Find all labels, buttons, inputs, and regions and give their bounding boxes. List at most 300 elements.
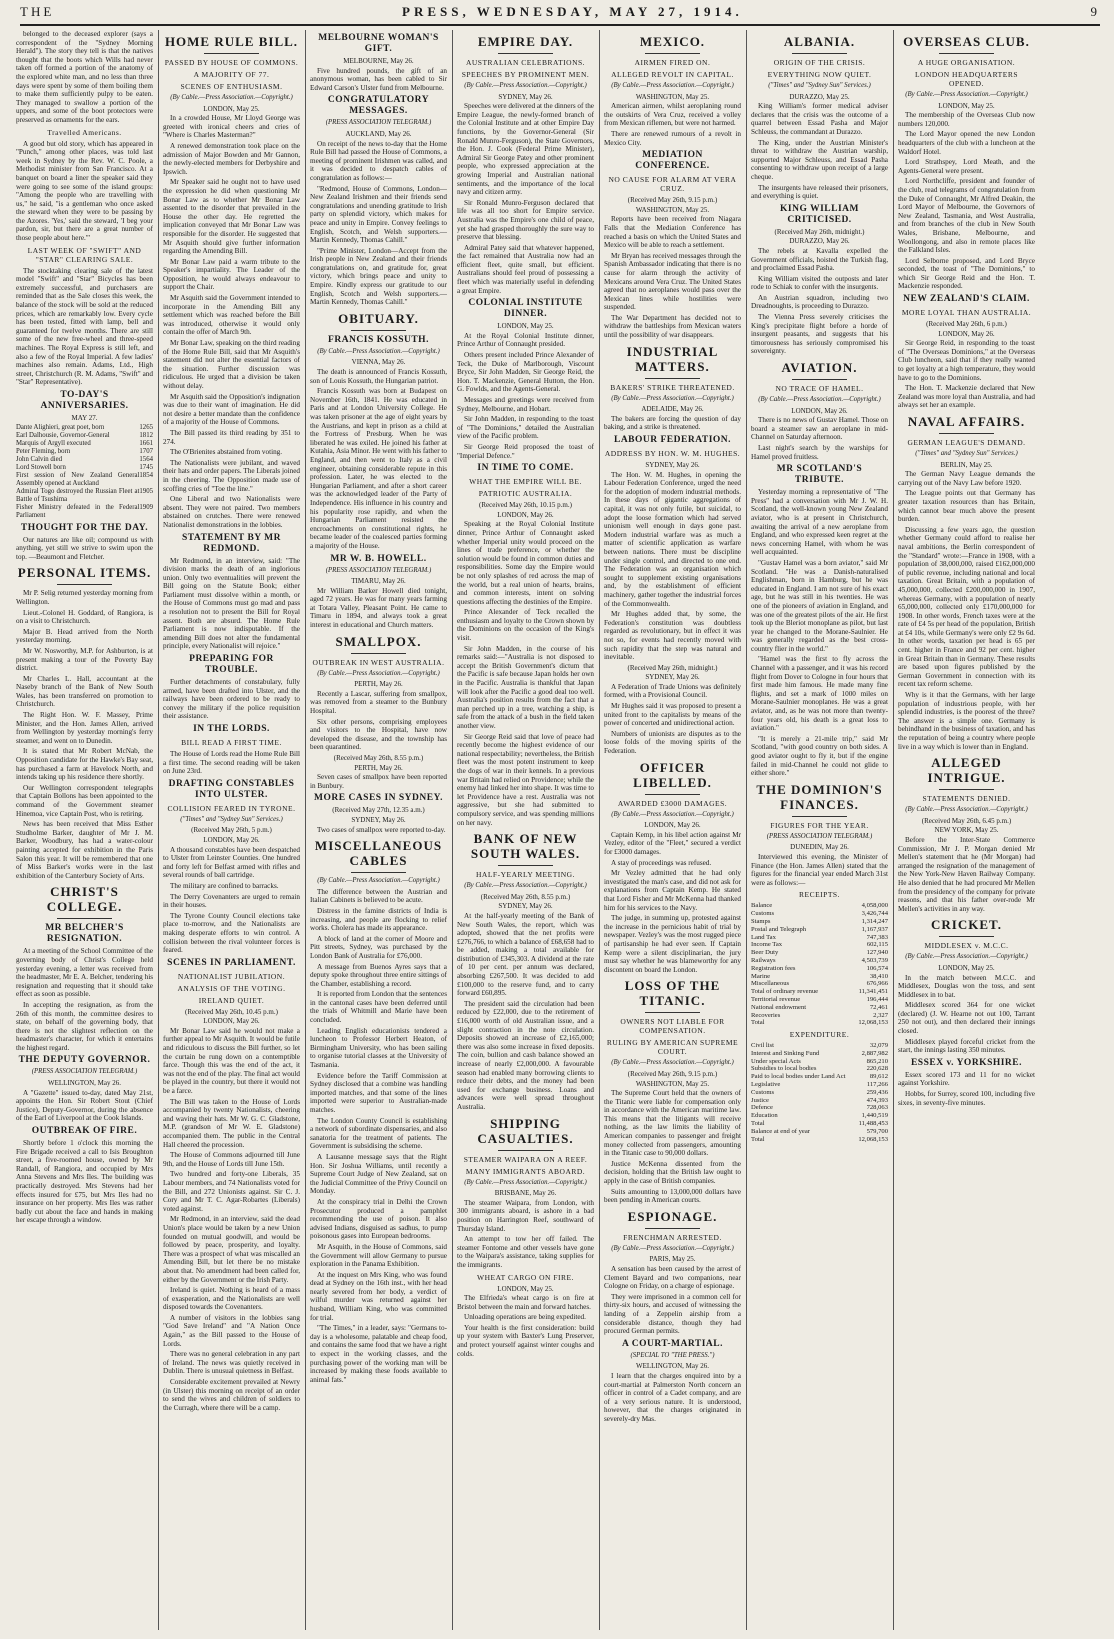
dateline: (PRESS ASSOCIATION TELEGRAM.) (766, 832, 873, 840)
article-paragraph: At the inquest on Mrs King, who was found dead at Sydney on the 16th inst., with her head nearly severed from her body, a verdict of wilful murder was returned against her husband, William King, who was committed for trial. (310, 1270, 447, 1322)
article-paragraph: Suits amounting to 13,000,000 dollars have been pending in American courts. (604, 1187, 741, 1205)
column-6 (751, 30, 888, 1630)
subheading: A MAJORITY OF 77. (193, 70, 270, 79)
article-paragraph: Middlesex played forceful cricket from the start, the innings lasting 350 minutes. (898, 1037, 1035, 1055)
date-line: WELLINGTON, May 26. (48, 1079, 121, 1088)
date-line: NEW YORK, May 25. (934, 826, 999, 835)
article-paragraph: Mr P. Selig returned yesterday morning from Wellington. (16, 589, 153, 606)
article-paragraph: Captain Kemp, in his libel action against Mr Vezley, editor of the "Fleet," secured a verdict for £3000 damages. (604, 830, 741, 856)
article-paragraph: The Vienna Press severely criticises the King's precipitate flight before a horde of insurgent peasants, and suggests that his timorousness has seriously compromised his sovereignty. (751, 313, 888, 356)
subheading: HALF-YEARLY MEETING. (476, 870, 575, 880)
row-value: 1564 (139, 455, 153, 463)
article-paragraph: The League points out that Germany has greater taxation resources than has Britain, which cannot bear much above the present burden. (898, 489, 1035, 524)
list-item (16, 448, 153, 456)
date-line: (Received May 26th, 5 p.m.) (191, 826, 272, 835)
subheadline: MORE CASES IN SYDNEY. (314, 793, 443, 804)
headline-rule (645, 1012, 700, 1013)
article-paragraph: The King, under the Austrian Minister's threat to withdraw the Austrian warship, supported Major Schleuss, and Essad Pasha consenting to withdraw upon receipt of a large cheque. (751, 138, 888, 181)
article-paragraph: Sir John Madden, in responding to the toast of "The Dominions," detailed the Australian view of the Pacific problem. (457, 415, 594, 441)
dateline: ("Times" and "Sydney Sun" Services.) (768, 82, 871, 89)
row-value: 728,063 (866, 1104, 888, 1112)
row-label: John Calvin died (16, 455, 63, 463)
date-line: WASHINGTON, May 25. (635, 1079, 710, 1088)
row-value: 127,940 (866, 949, 888, 957)
subheadline: COLONIAL INSTITUTE DINNER. (468, 298, 583, 320)
row-label: Territorial revenue (751, 995, 801, 1003)
row-value: 1745 (139, 463, 153, 471)
headline-rule (792, 379, 847, 380)
subheadline: DRAFTING CONSTABLES INTO ULSTER. (168, 778, 295, 800)
headline-rule (792, 53, 847, 54)
subheading: COLLISION FEARED IN TYRONE. (167, 803, 296, 813)
table-row (751, 1120, 888, 1128)
dateline: (PRESS ASSOCIATION TELEGRAM.) (325, 566, 432, 574)
article-paragraph: The bakers are forcing the question of day baking, and a strike is threatened. (604, 414, 741, 432)
article-paragraph: Before the Inter-State Commerce Commission, Mr J. P. Morgan denied Mr Mellen's statement that he (Mr Morgan) had arranged the resignation of the management of the New York-New Haven Railway Company. He also denied that he had procured Mr Mellen from the presidency of the company for private reasons, and that his father over-rode Mr Mellen's activities in any way. (898, 835, 1035, 913)
headline: BANK OF NEW SOUTH WALES. (470, 831, 581, 862)
article-paragraph: King William visited the outposts and later rode to Schiak to confer with the insurgents. (751, 274, 888, 292)
row-value: 2,327 (873, 1011, 888, 1019)
subheadline: MELBOURNE WOMAN'S GIFT. (318, 33, 439, 54)
article-paragraph: The Nationalists were jubilant, and waved their hats and order papers. The Liberals joined in the cheering. The Opposition made use of scoffing cries of "Toe the line." (163, 458, 300, 493)
row-value: 11,341,451 (858, 988, 888, 996)
article-paragraph: Mr Bryan has received messages through the Spanish Ambassador indicating that there is no cause for alarm through the activity of Mexicans around Vera Cruz. The United States agreed that no aeroplanes would pass over the Mexican lines while hostilities were suspended. (604, 251, 741, 312)
headline-rule (939, 433, 994, 434)
subheadline: NEW ZEALAND'S CLAIM. (903, 294, 1030, 305)
date-line: LONDON, May 26. (203, 1017, 260, 1026)
article-paragraph: It is reported from London that the sentences in the cantonal cases have been deferred until the trials of Whitmill and Marie have been concluded. (310, 990, 447, 1025)
article-paragraph: A message from Buenos Ayres says that a deputy spoke throughout three entire sittings of the Chamber, establishing a record. (310, 962, 447, 988)
article-paragraph: Reports have been received from Niagara Falls that the Mediation Conference has reached a basis on which the United States and Mexico will be able to reach a settlement. (604, 215, 741, 250)
subheadline: MEDIATION CONFERENCE. (635, 150, 710, 172)
headline-rule (645, 378, 700, 379)
subheadline: KING WILLIAM CRITICISED. (780, 203, 859, 225)
date-line: LONDON, May 25. (497, 1284, 554, 1293)
article-paragraph: There was no general celebration in any part of Ireland. The news was quietly received in Dublin. There is unusual quietness in Belfast. (163, 1350, 300, 1376)
date-line: LONDON, May 26. (644, 821, 701, 830)
headline: PERSONAL ITEMS. (17, 565, 152, 581)
row-label: First session of New Zealand General Assembly opened at Auckland (16, 471, 140, 487)
row-label: National endowment (751, 1003, 807, 1011)
date-line: BRISBANE, May 26. (494, 1189, 557, 1198)
article-paragraph: I learn that the charges enquired into by a court-martial at Palmerston North concern an officer in control of a Cadet company, and are of a very serious nature. It is understood, however, that the charges originated in severely-dry Mas. (604, 1371, 741, 1423)
subheading: IRELAND QUIET. (198, 995, 265, 1005)
row-label: Customs (751, 1088, 775, 1096)
dateline: (By Cable.—Press Association.—Copyright.) (317, 347, 440, 355)
headline: ALBANIA. (783, 34, 856, 49)
date-line: DURAZZO, May 25. (789, 92, 850, 101)
article-paragraph: Why is it that the Germans, with her large population of industrious people, with her splendid industries, is the poorest of the three? The answer is a simple one. Germany is behindhand in the business of taxation, and has the reputation of being a country where people live in a way which is lower than in England. (898, 691, 1035, 751)
date-line: (Received May 26th, 6 p.m.) (926, 320, 1007, 329)
subheading: RULING BY AMERICAN SUPREME COURT. (606, 1038, 739, 1057)
headline-rule (792, 816, 847, 817)
subheadline: MR BELCHER'S RESIGNATION. (45, 923, 124, 945)
article-paragraph: Mr Bonar Law paid a warm tribute to the Speaker's impartiality. The Leader of the Opposition, he would always endeavour to support the Chair. (163, 257, 300, 292)
row-value: 4,503,739 (861, 956, 888, 964)
article-paragraph: The Supreme Court held that the owners of the Titanic were liable for compensation only in accordance with the American maritime law. This means that the litigants will receive nothing, as the law limits the liability of American companies to passenger and freight money collected from passengers, amounting in the Titanic case to 90,000 dollars. (604, 1089, 741, 1158)
table-row (751, 996, 888, 1004)
article-paragraph: The Hon. T. Mackenzie declared that New Zealand was more loyal than Australia, and had always set her an example. (898, 384, 1035, 410)
row-value: 1265 (139, 423, 153, 431)
headline: AVIATION. (781, 360, 858, 376)
headline-rule (204, 53, 259, 54)
date-line: VIENNA, May 26. (351, 358, 406, 367)
column-rule (893, 30, 894, 1630)
headline-rule (498, 1150, 553, 1151)
subheading: LONDON HEADQUARTERS OPENED. (914, 70, 1018, 88)
row-value: 1661 (139, 439, 153, 447)
article-paragraph: Mr William Barker Howell died tonight, aged 72 years. He was for many years farming at Totara Valley, Pleasant Point. He came to Timaru in 1894, and always took a great interest in educational and Church matters. (310, 586, 447, 630)
row-value: 72,461 (869, 1003, 888, 1011)
article-paragraph: Two hundred and forty-one Liberals, 35 Labour members, and 74 Nationalists voted for the Bill, and 272 Unionists against. Sir C. J. Cory and Mr T. C. Agar-Robartes (Liberals) voted against. (163, 1170, 300, 1213)
row-label: Marquis of Argyll executed (16, 439, 91, 447)
table-row (751, 926, 888, 934)
article-paragraph: Hobbs, for Surrey, scored 100, including five sixes, in seventy-five minutes. (898, 1090, 1035, 1107)
dateline: (By Cable.—Press Association.—Copyright.) (611, 1244, 734, 1252)
article-paragraph: The stocktaking clearing sale of the latest model "Swift" and "Star" Bicycles has been extremely successful, and purchasers are reminded that as the Sale closes this week, the balance of the stock will be sold at the reduced prices, which are remarkably low. Every cycle has been tested, fitted with lamp, bell and guaranteed for twelve months. There are still some of the new free-wheel and three-speed machines. The Royal Express is still left, and also a few of the Royal Imperial. A few ladies' machines also remain. Adams, Ltd., High street, Christchurch (R. M. Adams, "Swift" and "Star" Representative). (16, 266, 153, 387)
date-line: ADELAIDE, May 26. (641, 405, 704, 414)
newspaper-title: PRESS, WEDNESDAY, MAY 27, 1914. (402, 4, 743, 19)
dateline: (By Cable.—Press Association.—Copyright.) (317, 669, 440, 677)
headline: NAVAL AFFAIRS. (907, 414, 1026, 429)
article-paragraph: Mr Bonar Law said he would not make a further appeal to Mr Asquith. It would be futile and ridiculous to discuss the Bill further, so let the curtain be rung down on a contemptible farce. Though this was the end of the act, it was not the end of the play. The final act would be played in the country, but there it would not be a farce. (163, 1026, 300, 1096)
column-5 (604, 30, 741, 1630)
row-value: 1812 (139, 431, 153, 439)
article-paragraph: An Austrian squadron, including two Dreadnoughts, is proceeding to Durazzo. (751, 293, 888, 311)
date-line: SYDNEY, May 26. (351, 815, 406, 824)
headline-rule (498, 53, 553, 54)
date-line: LONDON, May 26. (791, 406, 848, 415)
headline-rule (939, 936, 994, 937)
headline-rule (939, 53, 994, 54)
article-paragraph: Mr Hughes said it was proposed to present a united front to the capitalists by means of the power of concerted and unidirectional action. (604, 702, 741, 728)
row-value: 1,440,519 (861, 1112, 888, 1120)
row-value: 220,628 (866, 1065, 888, 1073)
date-line: LONDON, May 25. (497, 322, 554, 331)
row-label: Education (751, 1112, 778, 1120)
article-paragraph: Essex scored 173 and 11 for no wicket against Yorkshire. (898, 1070, 1035, 1088)
article-paragraph: Admiral Patey said that whatever happened, the fact remained that Australia now had an efficient fleet, quite small, but efficient. Australians should feel proud of possessing a fleet which was materially useful in defending a great Empire. (457, 243, 594, 295)
row-value: 865,210 (866, 1057, 888, 1065)
article-paragraph: One Liberal and two Nationalists were absent. They were not paired. Two members abstained on crutches. There were renewed Nationalist demonstrations in the lobbies. (163, 495, 300, 529)
article-paragraph: Yesterday morning a representative of "The Press" had a conversation with Mr J. W. H. Scotland, the well-known young New Zealand aviator, who is at present in Christchurch, awaiting the arrival of a new aeroplane from England, and who expressed keen regret at the news concerning Hamel, with whom he was well acquainted. (751, 488, 888, 557)
subheadline: TO-DAY'S ANNIVERSARIES. (40, 389, 129, 411)
subheadline: IN THE LORDS. (193, 724, 270, 734)
article-paragraph: The membership of the Overseas Club now numbers 120,000. (898, 111, 1035, 128)
dateline: (By Cable.—Press Association.—Copyright.) (905, 91, 1028, 98)
list-item (16, 464, 153, 472)
subheading: AWARDED £3000 DAMAGES. (617, 798, 728, 808)
article-paragraph: Sir George Reid proposed the toast of "Imperial Defence." (457, 442, 594, 460)
subheading: ORIGIN OF THE CRISIS. (773, 58, 866, 67)
date-line: MELBOURNE, May 26. (343, 57, 414, 65)
list-item (16, 472, 153, 488)
row-value: 1,167,937 (861, 925, 888, 933)
subheading: WHAT THE EMPIRE WILL BE. (469, 477, 582, 487)
article-paragraph: Others present included Prince Alexander of Teck, the Duke of Marlborough, Viscount Bryce, Sir John Madden, Sir George Reid, the Hon. T. Mackenzie, General Hutton, the Hon. G. Fowlds, and the Agents-General. (457, 351, 594, 394)
subheading: EXPENDITURE. (789, 1030, 850, 1040)
article-paragraph: Speeches were delivered at the dinners of the Empire League, the newly-formed branch of the Colonial Institute and at other Empire Day functions, by the Governor-General (Sir Ronald Munro-Ferguson), the State Governors, the Hon. J. Cook (Federal Prime Minister), Admiral Sir George Patey and other prominent people, who expressed appreciation at the growing Imperial and Australian national sentiments, and the importance of the local navy and citizen army. (457, 102, 594, 197)
table-row (751, 1104, 888, 1112)
subheadline: PREPARING FOR TROUBLE. (189, 654, 274, 676)
row-label: Subsidies to local bodies (751, 1065, 817, 1073)
article-paragraph: Messages and greetings were received from Sydney, Melbourne, and Hobart. (457, 396, 594, 413)
article-paragraph: Recently a Lascar, suffering from smallpox, was removed from a steamer to the Bunbury Hospital. (310, 689, 447, 716)
dateline: (PRESS ASSOCIATION TELEGRAM.) (325, 119, 432, 127)
date-line: LONDON, May 25. (938, 963, 995, 972)
article-paragraph: At the half-yearly meeting of the Bank of New South Wales, the report, which was adopted, showed that the net profits were £276,766, to which a balance of £68,658 had to be added, making a total available for distribution of £345,303. A dividend at the rate of 10 per cent. per annum was declared, absorbing £267,500. It was decided to add £100,000 to the reserve fund, and to carry forward £60,895. (457, 911, 594, 998)
article-paragraph: Major B. Head arrived from the North yesterday morning. (16, 627, 153, 645)
list-item (16, 424, 153, 432)
article-paragraph: Mr Vezley admitted that he had only investigated the man's case, and did not ask for explanations from Captain Kemp. He stated that Lord Fisher and Mr McKenna had thanked him for his services to the Navy. (604, 869, 741, 912)
row-label: Land Tax (751, 933, 776, 941)
article-paragraph: The difference between the Austrian and Italian Cabinets is believed to be acute. (310, 887, 447, 905)
dateline: ("Times" and "Sydney Sun" Services.) (915, 450, 1018, 457)
date-line: (Received May 26th, 8.55 p.m.) (333, 754, 424, 762)
column-1 (16, 30, 153, 1630)
article-paragraph: King William's former medical adviser declares that the crisis was the outcome of a quarrel between Essad Pasha and Major Schleuss, the commandant at Durazzo. (751, 102, 888, 136)
article-paragraph: "Redmond, House of Commons, London—New Zealand Irishmen and their friends send congratulations and unending gratitude to Irish party on splendid victory, which makes for peace and unity in Empire. Convey feelings to English, Scotch, and Welsh supporters.—Martin Kennedy, Thomas Cahill." (310, 184, 447, 245)
article-paragraph: Lord Northcliffe, president and founder of the club, read telegrams of congratulation from the Duke of Connaught, Mr Alfred Deakin, the Lord Mayor of Melbourne, the Governors of New Zealand, Tasmania, and West Australia, and from branches of the club in New South Wales, Brisbane, Melbourne, and Woollongong, and also in remote places like the Falkland Isles. (898, 177, 1035, 255)
article-paragraph: Mr Redmond, in an interview, said: "The division marks the death of an inglorious union. Only two eventualities will prevent the Bill going on the Statute Book; either Parliament must dissolve within a month, or the House of Commons must go mad and pass a resolution not to present the Bill for Royal assent. Both are absurd. The Home Rule Parliament is now indisputable. If the amending Bill does not alter the fundamental principle, every Nationalist will rejoice." (163, 556, 300, 651)
article-paragraph: belonged to the deceased explorer (says a correspondent of the "Sydney Morning Herald"). The story they tell is that the natives thought that the boots which Wills had never taken off formed a portion of the anatomy of the explored white man, and no less than three days were spent by some of them boiling them to make them sufficiently pulpy to be eaten. They managed to swallow a portion of the uppers, and some of the boot protectors were preserved as ornaments for the ears. (16, 30, 153, 124)
date-line: (Received May 27th, 12.35 a.m.) (332, 806, 425, 815)
date-line: (Received May 26th, 6.45 p.m.) (921, 816, 1012, 825)
date-line: WASHINGTON, May 25. (635, 92, 710, 101)
subheading: OWNERS NOT LIABLE FOR COMPENSATION. (620, 1017, 725, 1036)
date-line: SYDNEY, May 26. (645, 461, 700, 470)
row-value: 106,574 (866, 964, 888, 972)
row-value: 117,266 (866, 1081, 888, 1089)
article-paragraph: In the match between M.C.C. and Middlesex, Douglas won the toss, and sent Middlesex in to bat. (898, 973, 1035, 999)
row-label: Under special Acts (751, 1057, 801, 1065)
subheading: PASSED BY HOUSE OF COMMONS. (164, 58, 299, 67)
row-label: Fisher Ministry defeated in the Federal Parliament (16, 503, 140, 519)
date-line: (Received May 26th, 10.15 p.m.) (479, 501, 572, 510)
article-paragraph: The judge, in summing up, protested against the increase in the pernicious habit of trial by newspaper. Vezley's was the most rugged piece of partisanship he had ever seen. If Captain Kemp were a silent disciplinarian, the jury must say whether he was blameworthy for any discontent on board the London. (604, 914, 741, 974)
article-paragraph: A good but old story, which has appeared in "Punch," among other places, was told last week in Sydney by the Rev. W. C. Poole, a Methodist minister from San Francisco. At a banquet on board a liner the speaker said they were going to see some of the island groups: "Among the people who are travelling with us," he said, "is a gentleman who once asked the steward when they were to be passing by the Azores. 'Yes,' said the steward, 'I beg your pardon, sir, but there are a great number of those people about here.'" (16, 139, 153, 243)
subheadline: A COURT-MARTIAL. (622, 1338, 723, 1349)
date-line: (Received May 26th, 10.45 p.m.) (185, 1007, 278, 1016)
headline-rule (351, 872, 406, 873)
table-row (751, 1065, 888, 1073)
article-paragraph: Francis Kossuth was born at Budapest on November 16th, 1841. He was educated in Paris and at London University College. He was taken prisoner at the age of eight years by the Austrians, and kept in prison as a child at the Fortress of Presburg. When he was liberated he was exiled. He joined his father at Kutahia, Asia Minor. He went with his father to England, and then went to Italy as a civil engineer, obtaining considerable repute in this profession. Later, he was elected to the Hungarian Parliament, and after a short career was the acknowledged leader of the Party of Independence. His influence in his country and his popularity rose rapidly, and when the Hungarian Parliament resisted the encroachments on constitutional rights, he became leader of the coalesced parties forming a majority of the House. (310, 387, 447, 550)
article-paragraph: American airmen, whilst aeroplaning round the outskirts of Vera Cruz, received a volley from Mexican riflemen, but were not harmed. (604, 102, 741, 128)
row-value: 747,383 (866, 933, 888, 941)
article-paragraph: A number of visitors in the lobbies sang "God Save Ireland" and "A Nation Once Again," as the Bill passed to the House of Lords. (163, 1313, 300, 1348)
dateline: (By Cable.—Press Association.—Copyright.) (905, 953, 1028, 961)
date-line: DUNEDIN, May 26. (790, 843, 849, 852)
row-value: 2,887,982 (861, 1049, 888, 1057)
row-label: Balance at end of year (751, 1127, 810, 1135)
subheading: NO CAUSE FOR ALARM AT VERA CRUZ. (608, 175, 737, 194)
article-paragraph: The German Navy League demands the carrying out of the Navy Law before 1920. (898, 470, 1035, 487)
article-paragraph: Mr Charles L. Hall, accountant at the Naseby branch of the Bank of New South Wales, has been transferred on promotion to Christchurch. (16, 674, 153, 709)
subheadline: MR SCOTLAND'S TRIBUTE. (776, 464, 863, 486)
article-paragraph: Mr Asquith said the Opposition's indignation was due to their want of imagination. He did not desire a better mandate than the confidence of a majority of the House of Commons. (163, 392, 300, 427)
date-line: LONDON, May 26. (497, 510, 554, 519)
headline-rule (939, 789, 994, 790)
row-value: 11,488,453 (858, 1120, 888, 1128)
article-paragraph: News has been received that Miss Esther Studholme Barker, daughter of Mr J. M. Barker, Woodbury, has had a water-colour painting accepted for exhibition in the Paris Salon this year. It will be remembered that one of Miss Barker's works were in the last exhibition of the Canterbury Society of Arts. (16, 820, 153, 880)
subheading: SPEECHES BY PROMINENT MEN. (461, 70, 590, 79)
table-row (751, 1042, 888, 1050)
row-label: Admiral Togo destroyed the Russian Fleet at Battle of Tsushima (16, 487, 140, 503)
row-value: 474,393 (866, 1096, 888, 1104)
column-3 (310, 30, 447, 1630)
table-row (751, 1112, 888, 1120)
article-paragraph: A thousand constables have been despatched to Ulster from Leinster Counties. One hundred and forty left for Belfast armed with rifles and several rounds of ball cartridge. (163, 845, 300, 880)
date-line: DURAZZO, May 26. (789, 237, 850, 246)
table-row (751, 957, 888, 965)
article-paragraph: Our natures are like oil; compound us with anything, yet still we strive to swim upon the top. —Beaumont and Fletcher. (16, 535, 153, 561)
article-paragraph: The Lord Mayor opened the new London headquarters of the club with a luncheon at the Waldorf Hotel. (898, 130, 1035, 156)
row-label: Legislative (751, 1081, 781, 1089)
masthead-left: THE (20, 4, 55, 19)
table-row (751, 949, 888, 957)
headline: CRICKET. (931, 917, 1002, 933)
subheadline: MR W. B. HOWELL. (330, 553, 427, 564)
subheading: LAST WEEK OF "SWIFT" AND "STAR" CLEARING SALE. (27, 245, 142, 264)
article-paragraph: At a meeting of the School Committee of the governing body of Christ's College held yesterday evening, a letter was received from the headmaster, Mr E. A. Belcher, tendering his resignation and requesting that it should take effect as soon as possible. (16, 947, 153, 999)
headline-rule (645, 53, 700, 54)
article-paragraph: There are renewed rumours of a revolt in Mexico City. (604, 129, 741, 147)
article-paragraph: An attempt to tow her off failed. The steamer Fontome and other vessels have gone to the Waipara's assistance, taking supplies for the immigrants. (457, 1235, 594, 1269)
list-item (16, 456, 153, 464)
headline: SHIPPING CASUALTIES. (477, 1115, 574, 1146)
article-paragraph: In a crowded House, Mr Lloyd George was greeted with ironical cheers and cries of "Where is Charles Masterman?" (163, 114, 300, 140)
article-paragraph: Middlesex scored 364 for one wicket (declared) (J. W. Hearne not out 100, Tarrant 250 not out), and then declared their innings closed. (898, 1001, 1035, 1036)
row-value: 259,436 (866, 1088, 888, 1096)
row-value: 1,314,247 (861, 917, 888, 925)
subheading: Travelled Americans. (47, 127, 122, 137)
table-row (751, 1012, 888, 1020)
row-value: 38,410 (869, 972, 888, 980)
article-paragraph: "The Times," in a leader, says: "Germans to-day is a wholesome, palatable and cheap food, and contains the same food that we have a right to expect in the working classes, and the purchasing power of the working man will be increased by making these foods available to animal fats." (310, 1324, 447, 1384)
article-paragraph: The steamer Waipara, from London, with 300 immigrants aboard, is ashore in a bad position on Harrington Reef, southward of Thursday Island. (457, 1198, 594, 1233)
headline: THE DOMINION'S FINANCES. (756, 781, 883, 812)
table-row (751, 988, 888, 996)
article-paragraph: Seven cases of smallpox have been reported in Bunbury. (310, 773, 447, 790)
subheading: NATIONALIST JUBILATION. (177, 971, 286, 981)
date-line: WELLINGTON, May 26. (636, 1362, 709, 1371)
row-label: Interest and Sinking Fund (751, 1049, 820, 1057)
dateline: (By Cable.—Press Association.—Copyright.) (611, 394, 734, 402)
row-label: Miscellaneous (751, 980, 790, 988)
headline-rule (645, 794, 700, 795)
article-paragraph: A stay of proceedings was refused. (611, 858, 712, 867)
article-paragraph: Sir George Reid said that love of peace had recently become the highest evidence of our national respectability; nevertheless, the British fleet was the most potent instrument to keep the dogs of war in their kennels. In a previous war Britain had relied on Providence; while the enemy had linked her into shape. It was time to let Providence have a rest. Australia was not aggressive, but she had submitted to compulsory service, and was spending millions on her navy. (457, 732, 594, 827)
date-line: MAY 27. (71, 413, 98, 422)
subheadline: IN TIME TO COME. (477, 463, 574, 474)
row-value: 1707 (139, 447, 153, 455)
headline: OVERSEAS CLUB. (903, 34, 1030, 49)
article-paragraph: A sensation has been caused by the arrest of Clement Bayard and two companions, near Cologne on Friday, on a charge of espionage. (604, 1265, 741, 1291)
dateline: (SPECIAL TO "THE PRESS.") (630, 1351, 715, 1359)
row-label: Earl Dalhousie, Governor-General (16, 431, 110, 439)
article-paragraph: At the conspiracy trial in Delhi the Crown Prosecutor produced a pamphlet recommending the use of poison. It also advised Indians, disguised as sadhus, to pump poisonous gases into European bedrooms. (310, 1197, 447, 1241)
table-row (751, 1019, 888, 1027)
row-value: 1909 (139, 503, 153, 511)
date-line: PERTH, May 26. (354, 680, 403, 689)
subheading: EVERYTHING NOW QUIET. (767, 70, 872, 79)
headline: INDUSTRIAL MATTERS. (626, 343, 719, 374)
subheading: A HUGE ORGANISATION. (917, 58, 1016, 67)
date-line: PARIS, May 25. (649, 1255, 696, 1264)
article-paragraph: The London County Council is establishing a network of subordinate dispensaries, and also sanatoria for the treatment of patients. The Government is subsidising the scheme. (310, 1116, 447, 1151)
page-number: 9 (1090, 4, 1100, 19)
column-4 (457, 30, 594, 1630)
article-paragraph: Mr W. Nosworthy, M.P. for Ashburton, is at present making a tour of the Poverty Bay district. (16, 646, 153, 673)
headline: EMPIRE DAY. (477, 34, 574, 49)
subheading: FRENCHMAN ARRESTED. (623, 1232, 722, 1242)
date-line: AUCKLAND, May 26. (345, 129, 412, 138)
article-paragraph: A renewed demonstration took place on the admission of Major Bowden and Mr Gannon, the newly-elected members for Derbyshire and Ipswich. (163, 141, 300, 176)
subheading: WHEAT CARGO ON FIRE. (477, 1272, 574, 1282)
row-label: Balance (751, 902, 773, 910)
article-paragraph: Shortly before 1 o'clock this morning the Fire Brigade received a call to Isis Broughton street, a five-roomed house, owned by Mr Randall, of Rangiora, and occupied by Mrs Anna Stevens and Mrs Iles. The building was practically destroyed. Mrs Stevens had her effects insured for £75, but Mrs Iles had no insurance on her property. Mrs Iles was rather badly cut about the face and hands in making her escape through a window. (16, 1139, 153, 1225)
headline-rule (57, 918, 112, 919)
headline: SMALLPOX. (335, 633, 422, 649)
subheading: BILL READ A FIRST TIME. (181, 738, 282, 747)
article-paragraph: Considerable excitement prevailed at Newry (in Ulster) this morning on receipt of an order to send the wives and children of soldiers to the Curragh, where there will be a camp. (163, 1378, 300, 1412)
article-paragraph: Mr Asquith, in the House of Commons, said the Government will allow Germany to pursue exploration in the Panama Exhibition. (310, 1242, 447, 1269)
anniversary-list (16, 424, 153, 520)
column-2 (163, 30, 300, 1630)
subheadline: SCENES IN PARLIAMENT. (167, 957, 296, 968)
article-paragraph: Five hundred pounds, the gift of an anonymous woman, has been cabled to Sir Edward Carson's Ulster fund from Melbourne. (310, 66, 447, 92)
article-paragraph: "Hamel was the first to fly across the Channel with a passenger, and it was his record flight from Dover to Cologne in four hours that first made him famous. He made many fine flights, and set a mark of 1000 miles on Morane-Saulnier monoplanes. He was a great aviator, and, as he was not more than twenty-four years old, his death is a great loss to aviation." (751, 655, 888, 733)
row-label: Civil list (751, 1042, 774, 1050)
date-line: (Received May 26th, midnight.) (774, 227, 865, 236)
article-paragraph: The Right Hon. W. F. Massey, Prime Minister, and the Hon. James Allen, arrived from Wellington by yesterday morning's ferry steamer, and went on to Dunedin. (16, 711, 153, 745)
article-paragraph: The president said the circulation had been reduced by £22,000, due to the retirement of £16,000 worth of old Australian issue, and a slight contraction in the note circulation. Deposits showed an increase of £2,165,000; there was also some increase in fixed deposits. The coin, bullion and cash balance showed an increase of nearly £2,000,000. A favourable season had enabled many borrowing clients to reduce their debts, and the money had been used for exchange business. Loans and advances were well spread throughout Australia. (457, 999, 594, 1111)
row-label: Lord Stowell born (16, 463, 66, 471)
headline: MISCELLANEOUS CABLES (314, 838, 443, 869)
article-paragraph: Mr Redmond, in an interview, said the dead Union's place would be taken by a new Union founded on mutual goodwill, and would be followed by peace, prosperity, and loyalty. There was a prospect of what was miscalled an Amending Bill, but let there be no mistake about that. No amendment had been called for, either by the Government or the Irish Party. (163, 1215, 300, 1284)
masthead (20, 0, 1100, 26)
subheading: ADDRESS BY HON. W. M. HUGHES. (604, 449, 741, 459)
finance-table (751, 902, 888, 1027)
date-line: LONDON, May 26. (203, 835, 260, 844)
dateline: (By Cable.—Press Association.—Copyright.) (464, 882, 587, 890)
headline: HOME RULE BILL. (164, 34, 299, 49)
dateline: (By Cable.—Press Association.—Copyright.) (317, 877, 440, 885)
article-paragraph: Mr Hughes added that, by some, the Federation's constitution was doubtless regarded as revolutionary, but in effect it was not so, for events had recently moved with such rapidity that the step was natural and inevitable. (604, 610, 741, 662)
article-paragraph: Justice McKenna dissented from the decision, holding that the British law ought to apply in the case of British companies. (604, 1159, 741, 1186)
article-paragraph: The Bill was taken to the House of Lords accompanied by twenty Nationalists, cheering and waving their hats. Mr W. G. C. Gladstone, M.P. (grandson of Mr W. E. Gladstone) accompanied them. The public in the Central Hall cheered the procession. (163, 1097, 300, 1149)
row-label: Peter Fleming, born (16, 447, 71, 455)
article-paragraph: They were imprisoned in a common cell for thirty-six hours, and accused of witnessing the landing of a Zeppelin airship from a considerable distance, though they had procured German permits. (604, 1292, 741, 1336)
subheadline: OUTBREAK OF FIRE. (31, 1126, 138, 1137)
table-row (751, 934, 888, 942)
article-paragraph: Mr Speaker said he ought not to have used the expression he did when questioning Mr Bonar Law as to whether Mr Bonar Law assented to the disorder that prevailed in the House the other day. He regretted the implication conveyed that Mr Bonar Law was responsible for the disorder. He suggested that Mr Asquith should give further information regarding the Amending Bill. (163, 178, 300, 256)
column-7 (898, 30, 1035, 1630)
column-rule (452, 30, 453, 1630)
headline: CHRIST'S COLLEGE. (46, 884, 123, 915)
article-paragraph: Six other persons, comprising employees and visitors to the Hospital, have now developed the disease, and the township has been quarantined. (310, 717, 447, 752)
subheading: ALLEGED REVOLT IN CAPITAL. (611, 70, 734, 79)
row-value: 676,966 (866, 980, 888, 988)
article-paragraph: On receipt of the news to-day that the Home Rule Bill had passed the House of Commons, a meeting of prominent Irishmen was called, and it was decided to despatch cables of congratulation as follows:— (310, 139, 447, 182)
headline: OBITUARY. (338, 310, 419, 326)
article-paragraph: Prince Alexander of Teck recalled the enthusiasm and loyalty to the Crown shown by the Dominions on the occasion of the King's visit. (457, 608, 594, 643)
article-paragraph: Numbers of unionists are disputes as to the loose folds of the moving spirits of the Federation. (604, 729, 741, 756)
article-paragraph: Speaking at the Royal Colonial Institute dinner, Prince Arthur of Connaught asked whether Imperial unity would proceed on the lines of trade preference, or whether the solution would be found in common duties and responsibilities. Some day the Empire would be not only splashes of red across the map of the world, but a real union of hearts, brains, and common interests, intent on solving questions affecting the destinies of the Empire. (457, 520, 594, 606)
subheading: STATEMENTS DENIED. (922, 794, 1011, 804)
subheading: MANY IMMIGRANTS ABOARD. (465, 1166, 586, 1176)
row-label: Registration fees (751, 964, 796, 972)
